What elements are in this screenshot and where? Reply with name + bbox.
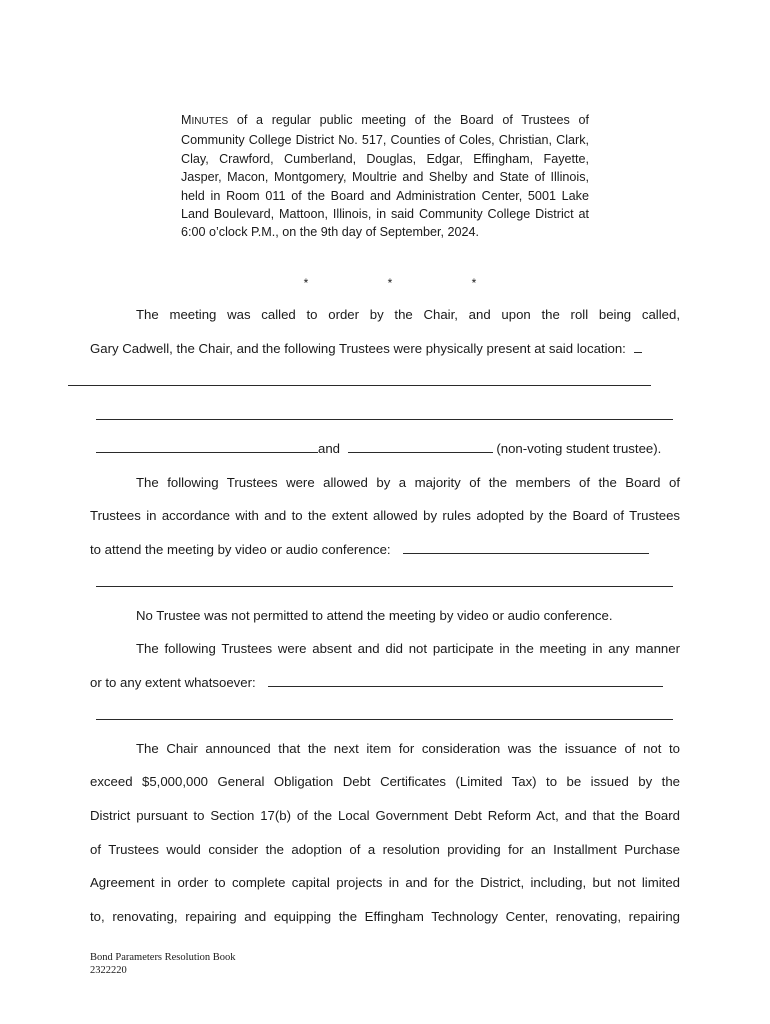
- and-text: and: [318, 441, 341, 456]
- student-trustee-row: [90, 440, 680, 458]
- blank-line: [96, 407, 673, 420]
- paragraph-line: of Trustees would consider the adoption of a resolution providing for an Installment Purchase: [90, 842, 680, 857]
- paragraph-line: [90, 541, 680, 559]
- paragraph-line: Trustees in accordance with and to the extent allowed by rules adopted by the Board of Trustees: [90, 508, 680, 523]
- paragraph-line: The following Trustees were allowed by a majority of the members of the Board of: [136, 475, 680, 490]
- intro-lead-small: INUTES: [191, 116, 229, 127]
- blank-row: [90, 574, 680, 592]
- blank-row: [90, 373, 680, 391]
- blank-line: [348, 440, 493, 453]
- blank-row: [90, 707, 680, 725]
- blank-line: [96, 440, 318, 453]
- blank-line: [96, 707, 673, 720]
- blank-line: [403, 541, 649, 554]
- blank-row: [90, 407, 680, 425]
- page-footer: [90, 951, 236, 977]
- blank-line: [96, 574, 673, 587]
- paragraph-text: Gary Cadwell, the Chair, and the following Trustees were physically present at said location:: [90, 341, 626, 356]
- blank-line: [268, 674, 663, 687]
- separator-star: *: [387, 276, 393, 290]
- separator-star: *: [471, 276, 477, 290]
- blank-line: [68, 373, 651, 386]
- footer-title: Bond Parameters Resolution Book: [90, 952, 236, 963]
- section-separator: [300, 276, 480, 290]
- separator-star: *: [303, 276, 309, 290]
- paragraph-text: to attend the meeting by video or audio conference:: [90, 542, 391, 557]
- footer-number: 2322220: [90, 965, 127, 976]
- paragraph-line: The following Trustees were absent and did not participate in the meeting in any manner: [136, 641, 680, 656]
- paragraph-line: District pursuant to Section 17(b) of the Local Government Debt Reform Act, and that the Board: [90, 808, 680, 823]
- intro-lead-cap: M: [181, 113, 192, 127]
- student-trustee-text: (non-voting student trustee).: [496, 441, 662, 456]
- blank-line: [634, 340, 642, 353]
- minutes-intro: [181, 111, 589, 242]
- paragraph-line: to, renovating, repairing and equipping the Effingham Technology Center, renovating, repairing: [90, 909, 680, 924]
- paragraph-line: No Trustee was not permitted to attend the meeting by video or audio conference.: [136, 608, 613, 623]
- paragraph-line: The meeting was called to order by the Chair, and upon the roll being called,: [136, 307, 680, 322]
- paragraph-line: Agreement in order to complete capital projects in and for the District, including, but not limited: [90, 875, 680, 890]
- paragraph-text: or to any extent whatsoever:: [90, 675, 256, 690]
- paragraph-line: The Chair announced that the next item for consideration was the issuance of not to: [136, 741, 680, 756]
- intro-text: of a regular public meeting of the Board of Trustees of Community College District No. 517, Counties of Coles, Christian, Clark, Clay, Crawford, Cumberland, Douglas, Edgar, Effingham, Fayette, Jasper, Macon, Montgomery, Moultrie and Shelby and State of Illinois, held in Room 011 of the Board and Administration Center, 5001 Lake Land Boulevard, Mattoon, Illinois, in said Community College District at 6:00 o’clock P.M., on the 9th day of September, 2024.: [181, 113, 589, 240]
- paragraph-line: [90, 674, 680, 692]
- paragraph-line: [90, 340, 680, 358]
- paragraph-line: exceed $5,000,000 General Obligation Debt Certificates (Limited Tax) to be issued by the: [90, 774, 680, 789]
